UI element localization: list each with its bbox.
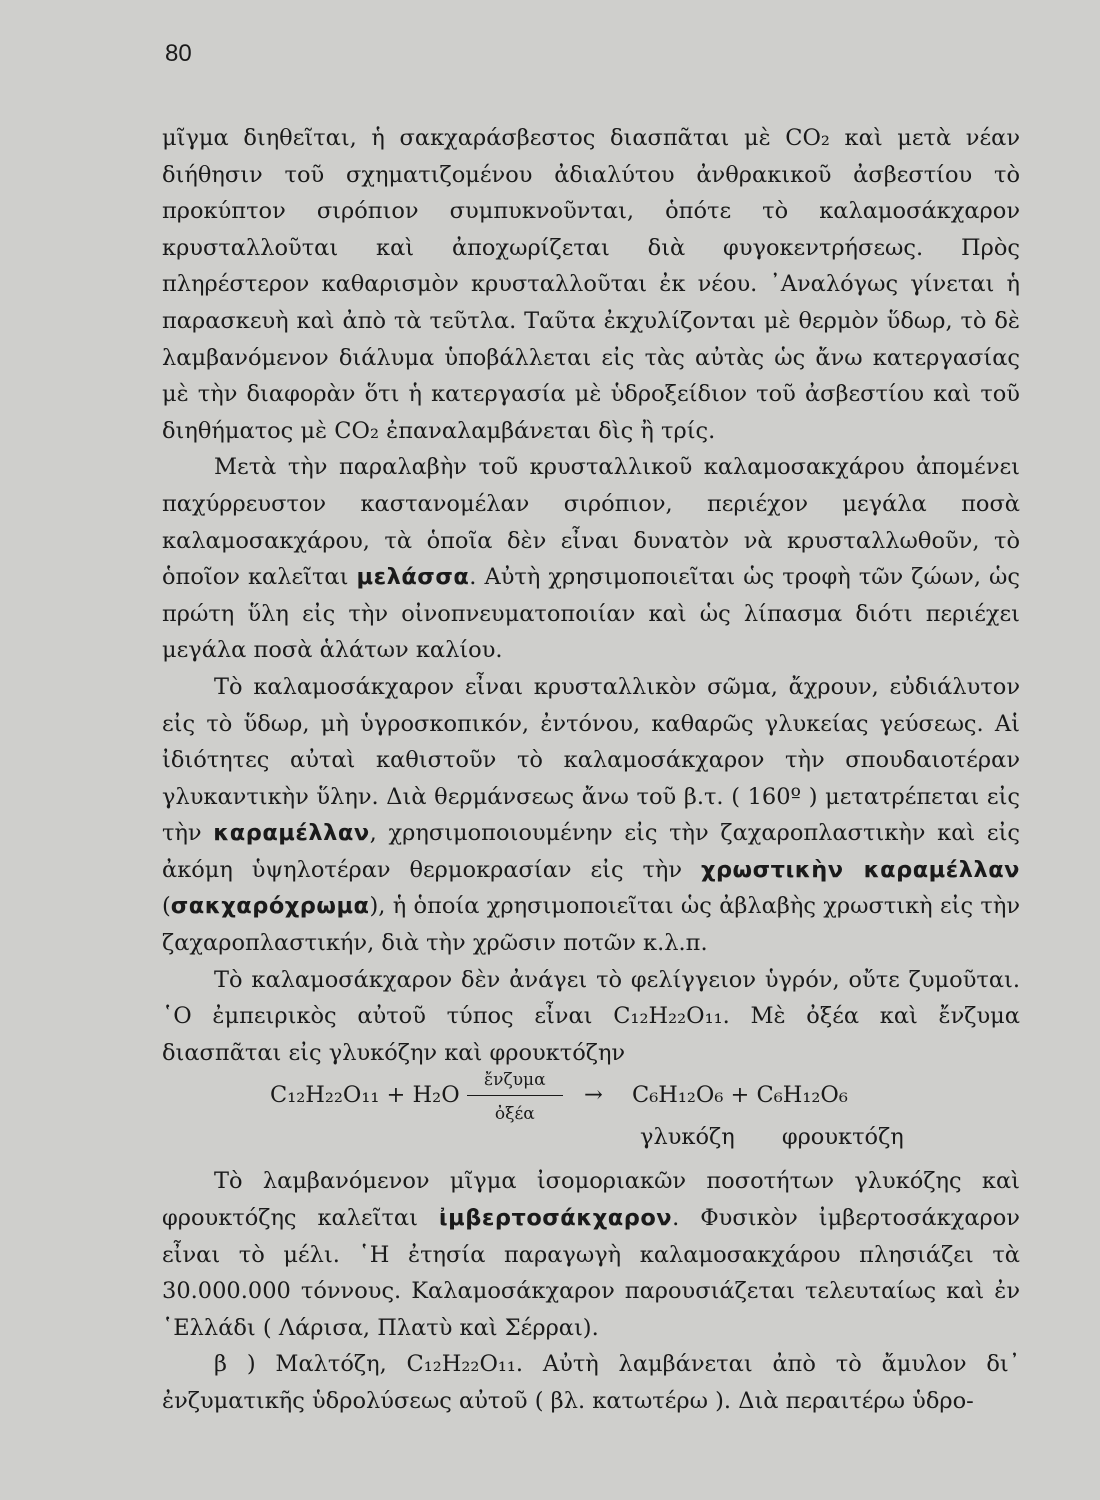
equation-products: C₆H₁₂O₆ + C₆H₁₂O₆ — [631, 1082, 848, 1109]
paragraph-3-text-d: ), ἡ ὁποία χρησιμοποιεῖται ὡς ἀβλαβὴς χρωστικὴ εἰς τὴν ζαχαροπλαστικήν, διὰ τὴν χρῶσιν ποτῶν κ.λ.π. — [162, 893, 1020, 957]
term-invert-sugar: ἰμβερτοσάκχαρον — [438, 1205, 673, 1232]
term-chromatic-caramel: χρωστικὴν καραμέλλαν — [700, 856, 1020, 883]
paragraph-6: β ) Μαλτόζη, C₁₂H₂₂O₁₁. Αὐτὴ λαμβάνεται ἀπὸ τὸ ἄμυλον δι᾿ ἐνζυματικῆς ὑδρολύσεως αὐτοῦ ( βλ. κατωτέρω ). Διὰ περαιτέρω ὑδρο- — [162, 1351, 1020, 1414]
condition-top: ἔνζυμα — [484, 1070, 546, 1091]
paragraph-3-text-b: , χρησιμοποιουμένην εἰς τὴν ζαχαροπλαστικὴν καὶ εἰς ἀκόμη ὑψηλοτέραν θερμοκρασίαν εἰς τὴν — [162, 820, 1020, 883]
reaction-arrow: → — [583, 1082, 603, 1109]
term-sakcharochroma: σακχαρόχρωμα — [170, 893, 370, 920]
condition-bottom: ὀξέα — [494, 1104, 535, 1125]
label-fructose: φρουκτόζη — [781, 1124, 904, 1151]
equation-reactants: C₁₂H₂₂O₁₁ + H₂O — [270, 1082, 460, 1109]
paragraph-2-text-b: . Αὐτὴ χρησιμοποιεῖται ὡς τροφὴ τῶν ζώων, ὡς πρώτη ὕλη εἰς τὴν οἰνοπνευματοποιίαν καὶ ὡς λίπασμα διότι περιέχει μεγάλα ποσὰ ἁλάτων καλίου. — [162, 564, 1021, 664]
paragraph-1: μῖγμα διηθεῖται, ἡ σακχαράσβεστος διασπᾶται μὲ CO₂ καὶ μετὰ νέαν διήθησιν τοῦ σχηματιζομένου ἀδιαλύτου ἀνθρακικοῦ ἀσβεστίου τὸ προκύπτον σιρόπιον συμπυκνοῦνται, ὁπότε τὸ καλαμοσάκχαρον κρυσταλλοῦται καὶ ἀποχωρίζεται διὰ φυγοκεντρήσεως. Πρὸς πληρέστερον καθαρισμὸν κρυσταλλοῦται ἐκ νέου. ᾿Αναλόγως γίνεται ἡ παρασκευὴ καὶ ἀπὸ τὰ τεῦτλα. Ταῦτα ἐκχυλίζονται μὲ θερμὸν ὕδωρ, τὸ δὲ λαμβανόμενον διάλυμα ὑποβάλλεται εἰς τὰς αὐτὰς ὡς ἄνω κατεργασίας μὲ τὴν διαφορὰν ὅτι ἡ κατεργασία μὲ ὑδροξείδιον τοῦ ἀσβεστίου καὶ τοῦ διηθήματος μὲ CO₂ ἐπαναλαμβάνεται δὶς ἢ τρίς. — [162, 125, 1020, 444]
paragraph-3-text-c: ( — [162, 893, 171, 920]
paragraph-2-text-a: Μετὰ τὴν παραλαβὴν τοῦ κρυσταλλικοῦ καλαμοσακχάρου ἀπομένει παχύρρευστον καστανομέλαν σιρόπιον, περιέχον μεγάλα ποσὰ καλαμοσακχάρου, τὰ ὁποῖα δὲν εἶναι δυνατὸν νὰ κρυσταλλωθοῦν, τὸ ὁποῖον καλεῖται — [162, 454, 1020, 591]
paragraph-5-text-b: . Φυσικὸν ἰμβερτοσάκχαρον εἶναι τὸ μέλι. ῾Η ἐτησία παραγωγὴ καλαμοσακχάρου πλησιάζει τὰ 30.000.000 τόννους. Καλαμοσάκχαρον παρουσιάζεται τελευταίως καὶ ἐν ῾Ελλάδι ( Λάρισα, Πλατὺ καὶ Σέρραι). — [162, 1205, 1020, 1341]
paragraph-3 — [162, 669, 1020, 962]
product-labels — [640, 1119, 904, 1156]
reaction-condition — [467, 1070, 563, 1125]
paragraph-5-text-a: Τὸ λαμβανόμενον μῖγμα ἰσομοριακῶν ποσοτήτων γλυκόζης καὶ φρουκτόζης καλεῖται — [162, 1168, 1020, 1232]
paragraph-5 — [162, 1163, 1020, 1346]
body-text — [162, 120, 1020, 1420]
equation-line — [270, 1070, 848, 1125]
hydrolysis-equation — [162, 1071, 1020, 1163]
page-number: 80 — [165, 40, 192, 67]
paragraph-4: Τὸ καλαμοσάκχαρον δὲν ἀνάγει τὸ φελίγγειον ὑγρόν, οὔτε ζυμοῦται. ῾Ο ἐμπειρικὸς αὐτοῦ τύπος εἶναι C₁₂H₂₂O₁₁. Μὲ ὀξέα καὶ ἔνζυμα διασπᾶται εἰς γλυκόζην καὶ φρουκτόζην — [162, 966, 1020, 1066]
paragraph-2 — [162, 449, 1020, 669]
paragraph-3-text-a: Τὸ καλαμοσάκχαρον εἶναι κρυσταλλικὸν σῶμα, ἄχρουν, εὐδιάλυτον εἰς τὸ ὕδωρ, μὴ ὑγροσκοπικόν, ἐντόνου, καθαρῶς γλυκείας γεύσεως. Αἱ ἰδιότητες αὐταὶ καθιστοῦν τὸ καλαμοσάκχαρον τὴν σπουδαιοτέραν γλυκαντικὴν ὕλην. Διὰ θερμάνσεως ἄνω τοῦ β.τ. ( 160º ) μετατρέπεται εἰς τὴν — [162, 673, 1020, 847]
label-glucose: γλυκόζη — [640, 1124, 735, 1151]
term-karamella: καραμέλλαν — [213, 820, 370, 847]
term-melassa: μελάσσα — [356, 564, 470, 591]
